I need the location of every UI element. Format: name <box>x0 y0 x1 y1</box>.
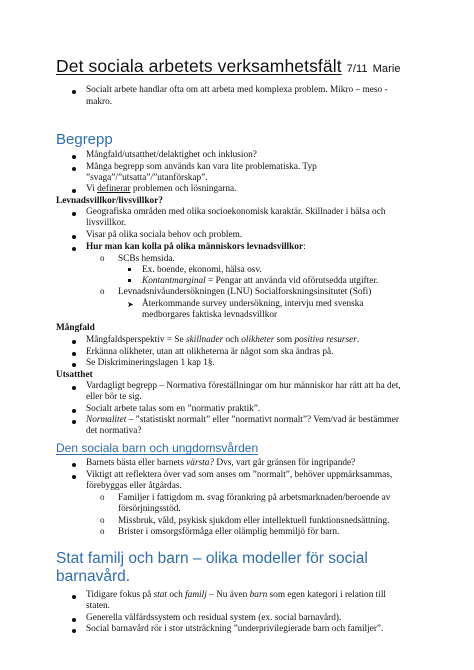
utsatthet-item-1-line-1: Vardagligt begrepp – Normativa föreställningar om hur människor har rätt att ha det, <box>86 381 401 391</box>
levnad-item-3: Hur man kan kolla på olika människors levnadsvillkor: <box>86 242 306 252</box>
bullet-icon <box>72 235 76 239</box>
stat-item-2: Generella välfärdssystem och residual system (ex. social barnavård). <box>86 613 342 623</box>
bullet-icon <box>72 475 76 479</box>
barn-sub-1-line-1: Familjer i fattigdom m. svag förankring på arbetsmarknaden/beroende av <box>118 493 391 503</box>
utsatthet-item-1-line-2: eller bör te sig. <box>86 392 142 402</box>
circle-bullet-icon: o <box>100 526 105 536</box>
bullet-icon <box>72 363 76 367</box>
title-main: Det sociala arbetets verksamhetsfält <box>56 56 342 76</box>
bullet-icon <box>72 618 76 622</box>
bullet-icon <box>72 420 76 424</box>
title-author: Marie <box>372 63 401 75</box>
circle-bullet-icon: o <box>100 253 105 263</box>
bullet-icon <box>72 247 76 251</box>
circle-bullet-icon: o <box>100 515 105 525</box>
heading-levnadsvillkor: Levnadsvillkor/livsvillkor? <box>56 196 163 206</box>
bullet-icon <box>72 629 76 633</box>
bullet-icon <box>72 90 76 94</box>
stat-item-1-line-2: staten. <box>86 601 111 611</box>
mangfald-item-2: Erkänna olikheter, utan att olikheterna är något som ska ändras på. <box>86 347 334 357</box>
heading-mangfald: Mångfald <box>56 323 95 333</box>
levnad-scb: SCBs hemsida. <box>118 254 175 264</box>
intro-line-1: Socialt arbete handlar ofta om att arbeta med komplexa problem. Mikro – meso - <box>86 85 388 95</box>
utsatthet-item-3-line-1: Normalitet – ”statistiskt normalt” eller ”normativt normalt”? Vem/vad är bestämmer <box>86 415 400 425</box>
bullet-icon <box>72 155 76 159</box>
stat-item-3: Social barnavård rör i stor utsträckning ”underprivilegierade barn och familjer”. <box>86 624 384 634</box>
document-title <box>56 56 401 77</box>
title-date: 7/11 <box>346 63 368 75</box>
mangfald-item-3: Se Diskrimineringslagen 1 kap 1§. <box>86 358 215 368</box>
begrepp-item-2-line-1: Många begrepp som används kan vara lite problematiska. Typ <box>86 162 317 172</box>
intro-line-2: makro. <box>86 97 113 107</box>
begrepp-item-3: Vi definerar problemen och lösningarna. <box>86 184 237 194</box>
barn-item-2-line-2: förebyggas eller åtgärdas. <box>86 481 182 491</box>
utsatthet-item-3-line-2: det normativa? <box>86 426 142 436</box>
barn-item-2-line-1: Viktigt att reflektera över vad som anses om ”normalt”, behöver uppmärksammas, <box>86 470 393 480</box>
levnad-lnu-item-line-1: Återkommande survey undersökning, intervju med svenska <box>142 299 364 309</box>
heading-stat-familj-line-2: barnavård. <box>56 568 131 585</box>
begrepp-item-2-line-2: ”svaga”/”utsatta”/”utanförskap”. <box>86 173 208 183</box>
circle-bullet-icon: o <box>100 286 105 296</box>
levnad-item-2: Visar på olika sociala behov och problem. <box>86 230 243 240</box>
levnad-scb-item-1: Ex. boende, ekonomi, hälsa osv. <box>142 265 262 275</box>
bullet-icon <box>72 595 76 599</box>
levnad-item-1-line-1: Geografiska områden med olika socioekonomisk karaktär. Skillnader i hälsa och <box>86 207 386 217</box>
bullet-icon <box>72 212 76 216</box>
barn-item-1: Barnets bästa eller barnets värsta? Dvs, vart går gränsen för ingripande? <box>86 458 356 468</box>
mangfald-item-1: Mångfaldsperspektiv = Se skillnader och olikheter som positiva resurser. <box>86 335 360 345</box>
levnad-lnu: Levnadsnivåundersökningen (LNU) Socialforskningsinsitutet (Sofi) <box>118 287 372 297</box>
levnad-item-1-line-2: livsvillkor. <box>86 218 127 228</box>
heading-begrepp: Begrepp <box>56 131 113 148</box>
heading-utsatthet: Utsatthet <box>56 370 93 380</box>
levnad-scb-item-2: Kontantmarginal = Pengar att använda vid oförutsedda utgifter. <box>142 276 379 286</box>
barn-sub-2: Missbruk, våld, psykisk sjukdom eller intellektuell funktionsnedsättning. <box>118 516 390 526</box>
bullet-icon <box>72 189 76 193</box>
bullet-icon <box>72 352 76 356</box>
utsatthet-item-2: Socialt arbete talas som en ”normativ praktik”. <box>86 404 261 414</box>
arrow-bullet-icon: ➤ <box>127 300 134 309</box>
bullet-icon <box>72 409 76 413</box>
heading-barn-ungdomsvard: Den sociala barn och ungdomsvården <box>56 441 259 455</box>
stat-item-1-line-1: Tidigare fokus på stat och familj – Nu även barn som egen kategori i relation till <box>86 590 386 600</box>
circle-bullet-icon: o <box>100 492 105 502</box>
square-bullet-icon <box>128 279 131 282</box>
barn-sub-3: Brister i omsorgsförmåga eller olämplig hemmiljö för barn. <box>118 527 340 537</box>
barn-sub-1-line-2: försörjningsstöd. <box>118 504 181 514</box>
bullet-icon <box>72 340 76 344</box>
heading-stat-familj-line-1: Stat familj och barn – olika modeller för social <box>56 550 368 567</box>
begrepp-item-1: Mångfald/utsatthet/delaktighet och inklusion? <box>86 150 257 160</box>
bullet-icon <box>72 167 76 171</box>
square-bullet-icon <box>128 268 131 271</box>
levnad-lnu-item-line-2: medborgares faktiska levnadsvillkor <box>142 310 278 320</box>
bullet-icon <box>72 386 76 390</box>
bullet-icon <box>72 463 76 467</box>
